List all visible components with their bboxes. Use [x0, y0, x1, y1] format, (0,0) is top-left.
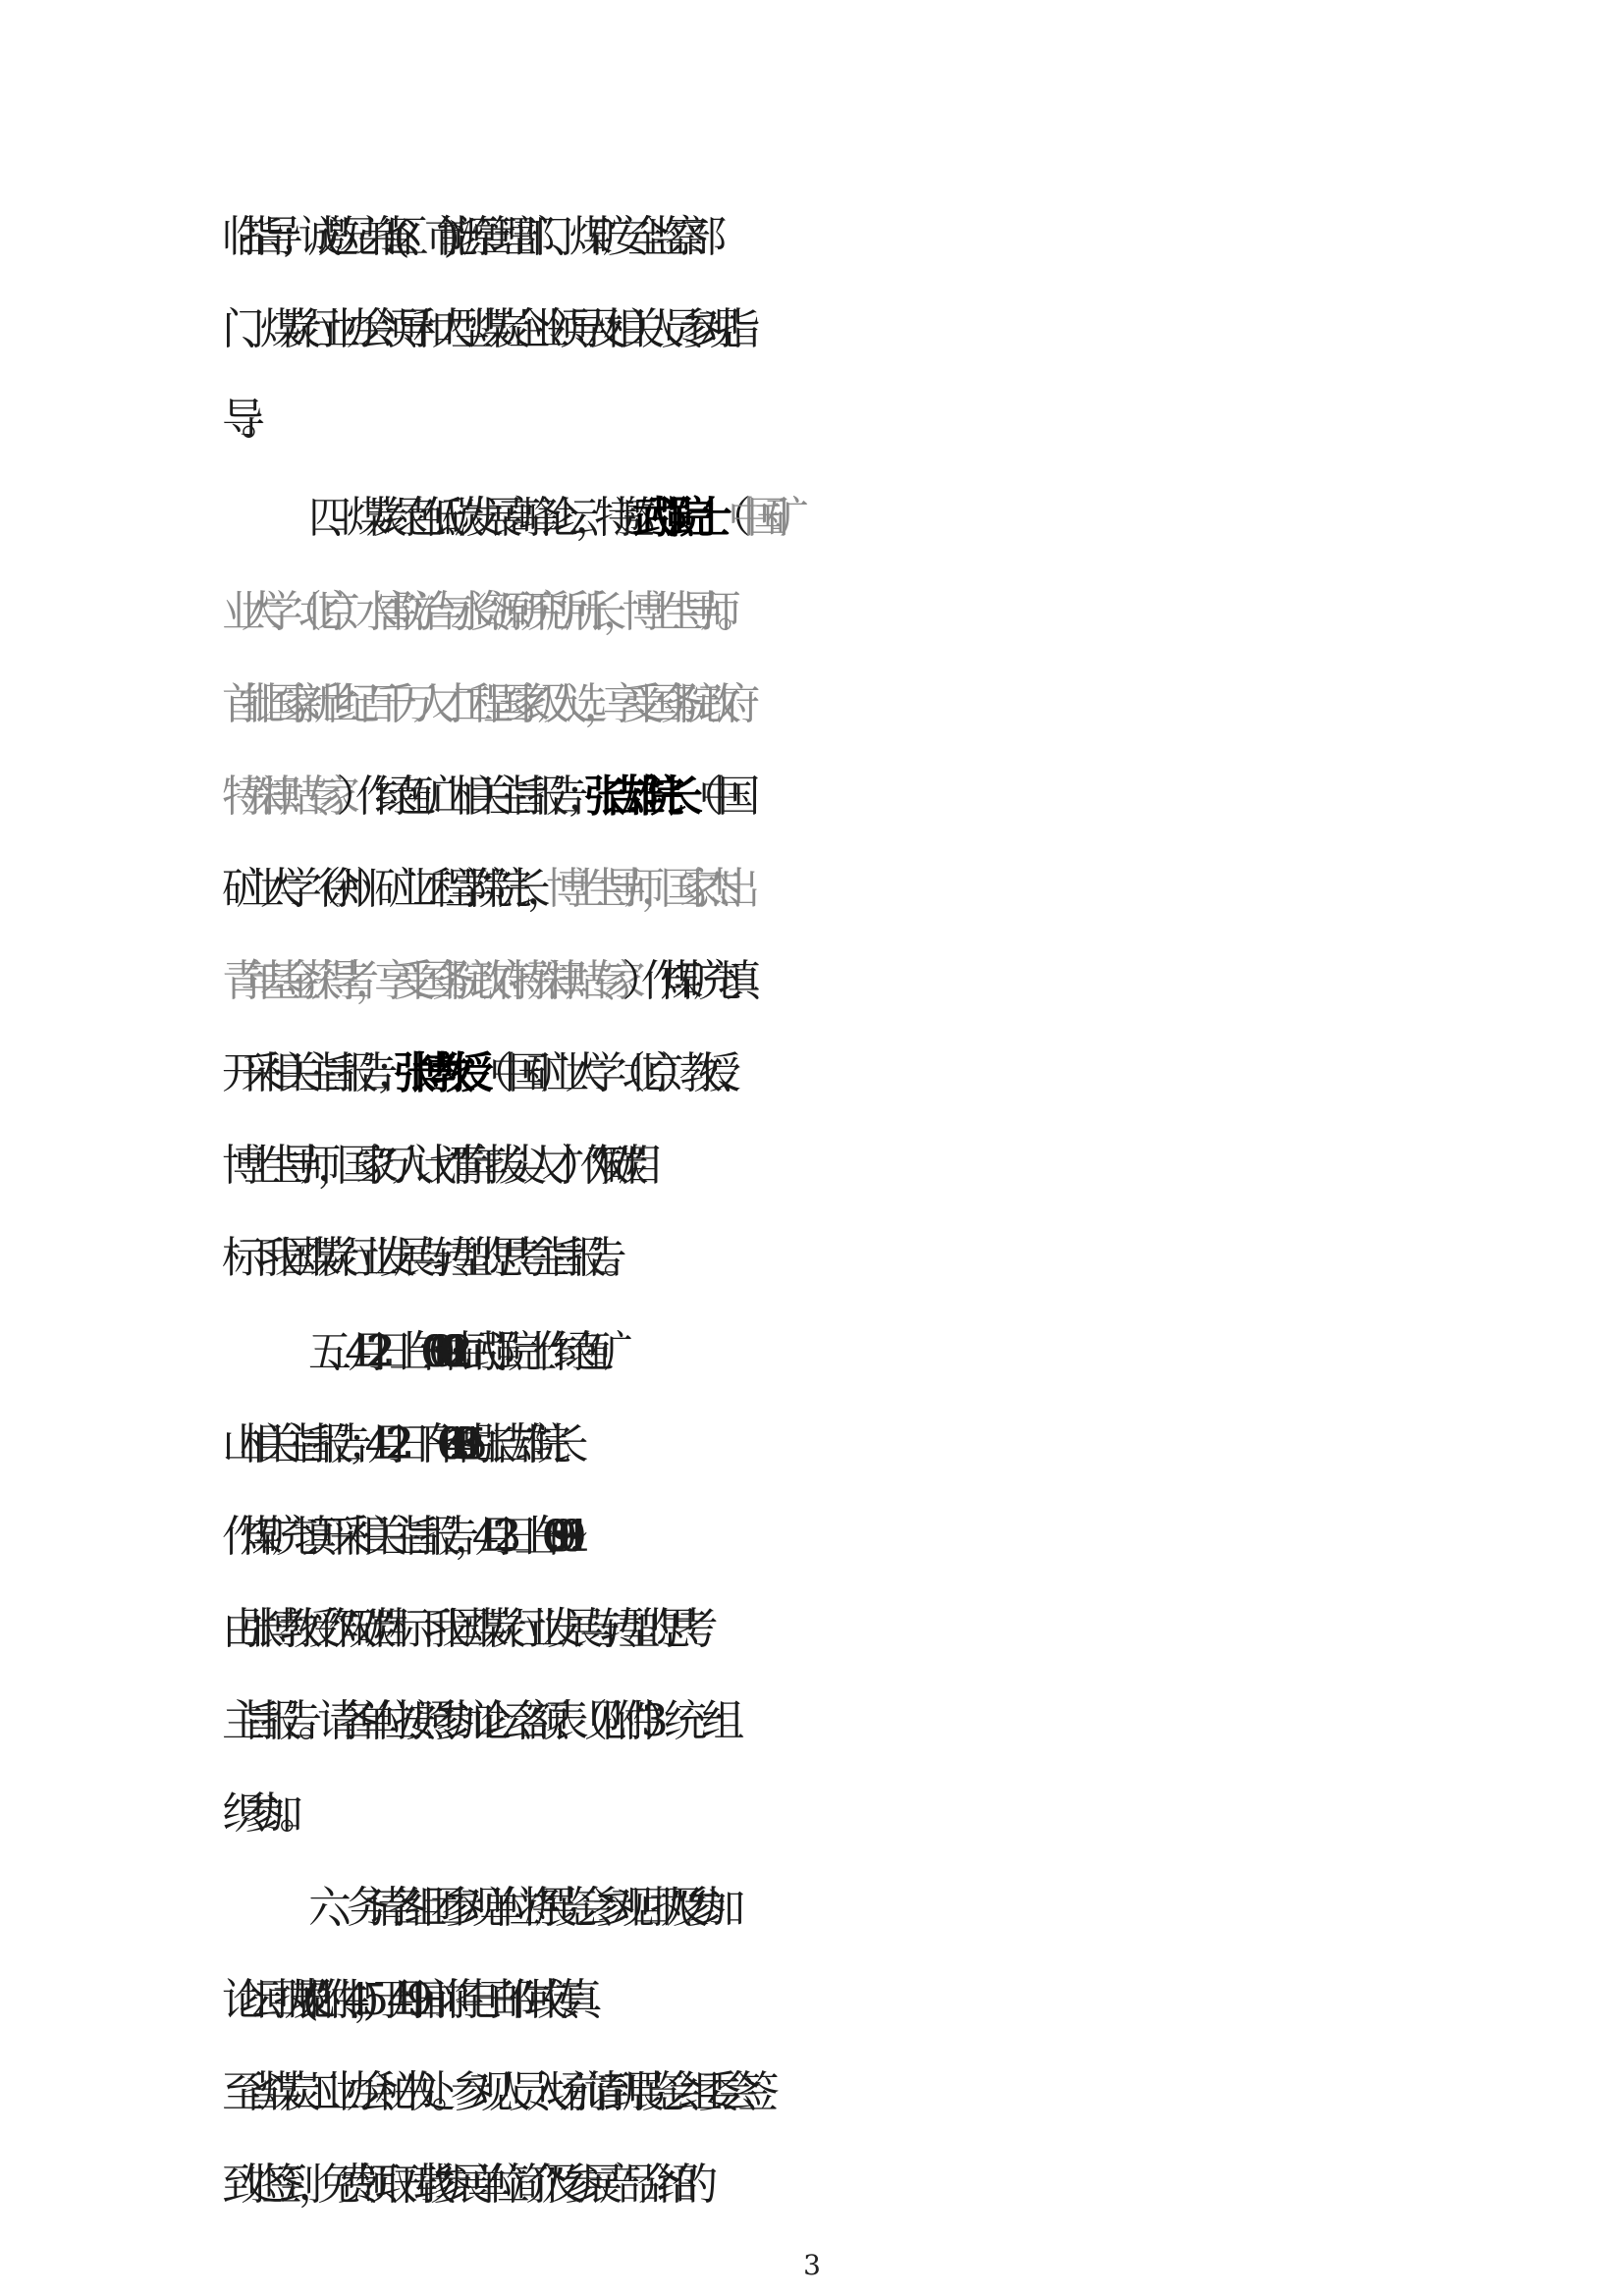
speaker-bio: 青年基金获得者，享受国务院政府特殊津贴专家	[222, 956, 623, 1006]
text-line	[222, 1600, 1430, 1659]
paragraph-text: 六、务请各组团参观单位将“展览会参观回执”及“参加	[308, 1883, 722, 1933]
paragraph-text: （	[708, 493, 728, 543]
text-line	[222, 1692, 1430, 1751]
paragraph-text: 开采相关主旨报告；	[222, 1048, 394, 1098]
text-line	[222, 675, 1430, 734]
text-line	[222, 2063, 1430, 2122]
text-line	[222, 2156, 1430, 2215]
text-line	[222, 1971, 1430, 2030]
speaker-name: 张吉雄院长	[583, 772, 679, 822]
paragraph-text: 至省煤炭工业协会秘书处。参观人员入场前请到展览会组委会签	[222, 2067, 756, 2117]
text-line	[308, 489, 1516, 548]
text-line	[222, 1229, 1430, 1288]
paragraph-text: ）作绿色矿山相关主旨报告；	[336, 772, 584, 822]
paragraph-text: 作煤矿充填开采相关主旨报告，4月23日上午9:00～11:00	[222, 1512, 562, 1562]
text-line	[222, 952, 1430, 1011]
paragraph-text: 导。	[222, 395, 260, 445]
speaker-name: 张博教授	[393, 1048, 470, 1098]
paragraph-text: （中国	[678, 772, 736, 822]
paragraph-text: 博士生导师，国家“万人计划”青年拔尖人才）作 “双碳”目	[222, 1141, 642, 1191]
text-line	[222, 1044, 1430, 1103]
page-number: 3	[803, 2249, 821, 2281]
speaker-bio: 博士生导师，国家杰出	[545, 864, 736, 914]
paragraph-text: 五、4月22日上午10:00～12:00由武强院士作绿色矿	[308, 1327, 608, 1377]
speaker-bio: 特殊津贴专家	[222, 772, 337, 822]
text-line	[222, 391, 1430, 450]
text-line	[222, 1785, 1430, 1843]
paragraph-text: 织参加。	[222, 1789, 298, 1839]
speaker-bio: 业大学（北京）水害防治与水资源研究所所长，博士生导师。	[222, 587, 736, 637]
paragraph-text: 标下我国煤炭行业发展与转型的思考主旨报告。	[222, 1233, 623, 1283]
paragraph-text: ）作煤矿充填	[622, 956, 736, 1006]
paragraph-text: 山相关主旨报告；4月22日下午14:00～15:30由张吉雄院长	[222, 1419, 564, 1469]
paragraph-text: 四、煤炭绿色低碳发展高峰论坛，特邀	[308, 493, 632, 543]
paragraph-text: 论坛回执表”(见附件4、5)，于4月19日前将电子邮件或传真	[222, 1975, 576, 2025]
text-line	[222, 208, 1430, 267]
speaker-bio: 中国矿	[727, 493, 785, 543]
text-line	[222, 300, 1430, 359]
paragraph-text: （中国矿业大学（北京）教授、	[469, 1048, 736, 1098]
paragraph-text: 到处签到，免费领取刊载“参展单位简介”及参展产品介绍的	[222, 2160, 694, 2210]
text-line	[308, 1323, 1516, 1382]
text-line	[308, 1879, 1516, 1938]
text-line	[222, 1415, 1430, 1474]
paragraph-text: 主旨报告。请各单位按照参加论坛名额表（见附件3）统一组	[222, 1696, 721, 1746]
paragraph-text: 门、煤炭行业协会领导和大型煤炭企业领导及相关人员参观指	[222, 304, 736, 354]
text-line	[222, 1137, 1430, 1196]
paragraph-text: 临指导；诚邀兄弟省(区、市)能源管理部门、煤矿安全监察部	[222, 212, 703, 262]
text-line	[222, 768, 1430, 827]
text-line	[222, 860, 1430, 919]
paragraph-text: 矿业大学（徐州）矿业工程学院院长，	[222, 864, 546, 914]
text-line	[222, 583, 1430, 642]
speaker-bio: 首批国家新世纪百千万人才工程国家级人选，享受国务院政府	[222, 679, 736, 729]
speaker-name: 武强院士	[631, 493, 709, 543]
text-line	[222, 1508, 1430, 1567]
paragraph-text: 由张博教授作“双碳”目标下我国煤炭行业发展与转型的思考	[222, 1604, 694, 1654]
